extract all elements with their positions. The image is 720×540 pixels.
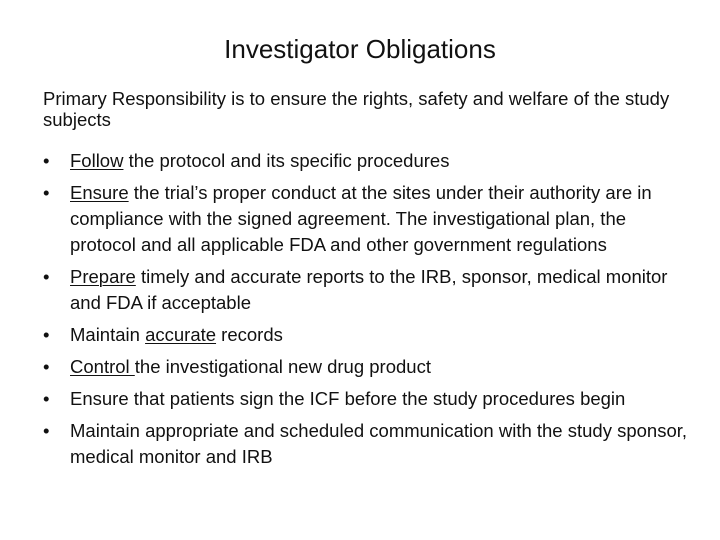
bullet-item-ensure-conduct	[43, 180, 693, 258]
bullet-item-ensure-icf	[43, 386, 693, 412]
slide-title: Investigator Obligations	[224, 34, 496, 64]
bullet-lead-ensure: Ensure	[70, 182, 129, 203]
bullet-text-ensure-conduct: the trial’s proper conduct at the sites under their authority are in compliance with the signed agreement. The investigational plan, the protocol and all applicable FDA and other government regulations	[70, 182, 652, 255]
bullet-icon: •	[43, 324, 50, 345]
bullet-item-follow	[43, 148, 693, 174]
bullet-item-communication	[43, 418, 693, 470]
bullet-text-control: the investigational new drug product	[134, 356, 431, 377]
bullet-pre-maintain: Maintain	[70, 324, 146, 345]
bullet-lead-control: Control	[70, 356, 135, 377]
bullet-lead-prepare: Prepare	[70, 266, 136, 287]
bullet-list	[43, 148, 693, 476]
bullet-item-prepare	[43, 264, 693, 316]
bullet-lead-follow: Follow	[70, 150, 124, 171]
bullet-text-maintain-records: records	[216, 324, 283, 345]
intro-paragraph: Primary Responsibility is to ensure the rights, safety and welfare of the study subjects	[43, 88, 670, 130]
bullet-icon: •	[43, 356, 50, 377]
bullet-item-control	[43, 354, 693, 380]
bullet-icon: •	[43, 182, 50, 203]
bullet-item-maintain-records	[43, 322, 693, 348]
bullet-text-communication: Maintain appropriate and scheduled communication with the study sponsor, medical monitor and IRB	[70, 420, 688, 467]
bullet-icon: •	[43, 388, 50, 409]
bullet-text-prepare: timely and accurate reports to the IRB, sponsor, medical monitor and FDA if acceptable	[70, 266, 668, 313]
bullet-icon: •	[43, 150, 50, 171]
bullet-icon: •	[43, 266, 50, 287]
bullet-lead-accurate: accurate	[145, 324, 217, 345]
bullet-text-follow: the protocol and its specific procedures	[123, 150, 450, 171]
bullet-text-ensure-icf: Ensure that patients sign the ICF before the study procedures begin	[70, 388, 626, 409]
bullet-icon: •	[43, 420, 50, 441]
